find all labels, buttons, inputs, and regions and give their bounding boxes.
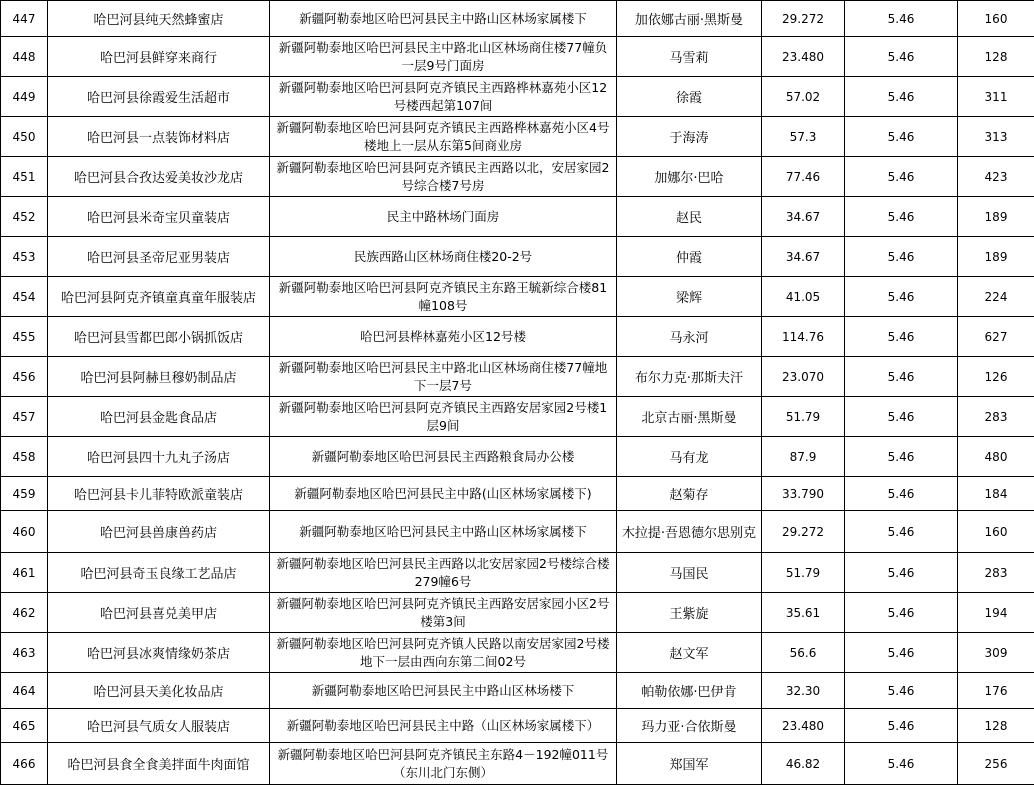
table-row (1, 77, 1034, 117)
amount-cell: 184 (958, 477, 1034, 511)
table-row (1, 709, 1034, 743)
owner-name-cell: 梁辉 (617, 277, 762, 317)
owner-name-cell: 木拉提·吾恩德尔思别克 (617, 511, 762, 553)
area-cell: 51.79 (762, 553, 845, 593)
owner-name-cell: 北京古丽·黑斯曼 (617, 397, 762, 437)
address-cell: 新疆阿勒泰地区哈巴河县阿克齐镇民主西路桦林嘉苑小区12号楼西起第107间 (270, 77, 617, 117)
rate-cell: 5.46 (845, 117, 958, 157)
table-row (1, 237, 1034, 277)
amount-cell: 126 (958, 357, 1034, 397)
shop-name-cell: 哈巴河县冰爽情缘奶茶店 (48, 633, 270, 673)
row-number-cell: 463 (1, 633, 48, 673)
table-row (1, 633, 1034, 673)
shop-name-cell: 哈巴河县阿赫旦穆奶制品店 (48, 357, 270, 397)
row-number-cell: 458 (1, 437, 48, 477)
row-number-cell: 450 (1, 117, 48, 157)
area-cell: 23.480 (762, 709, 845, 743)
table-row (1, 117, 1034, 157)
amount-cell: 189 (958, 197, 1034, 237)
amount-cell: 189 (958, 237, 1034, 277)
area-cell: 34.67 (762, 237, 845, 277)
table-row (1, 743, 1034, 785)
owner-name-cell: 布尔力克·那斯夫汗 (617, 357, 762, 397)
rate-cell: 5.46 (845, 673, 958, 709)
table-row (1, 277, 1034, 317)
row-number-cell: 455 (1, 317, 48, 357)
rate-cell: 5.46 (845, 317, 958, 357)
shop-name-cell: 哈巴河县纯天然蜂蜜店 (48, 1, 270, 37)
owner-name-cell: 赵民 (617, 197, 762, 237)
shop-name-cell: 哈巴河县徐霞爱生活超市 (48, 77, 270, 117)
owner-name-cell: 帕勒依娜·巴伊肯 (617, 673, 762, 709)
address-cell: 新疆阿勒泰地区哈巴河县民主中路山区林场家属楼下 (270, 511, 617, 553)
shop-name-cell: 哈巴河县合孜达爱美妆沙龙店 (48, 157, 270, 197)
owner-name-cell: 于海涛 (617, 117, 762, 157)
table-row (1, 157, 1034, 197)
address-cell: 新疆阿勒泰地区哈巴河县阿克齐镇民主西路安居家园小区2号楼第3间 (270, 593, 617, 633)
owner-name-cell: 徐霞 (617, 77, 762, 117)
rate-cell: 5.46 (845, 1, 958, 37)
address-cell: 新疆阿勒泰地区哈巴河县民主中路（山区林场家属楼下） (270, 709, 617, 743)
amount-cell: 160 (958, 511, 1034, 553)
owner-name-cell: 赵菊存 (617, 477, 762, 511)
owner-name-cell: 郑国军 (617, 743, 762, 785)
table-row (1, 197, 1034, 237)
amount-cell: 224 (958, 277, 1034, 317)
table-row (1, 477, 1034, 511)
row-number-cell: 459 (1, 477, 48, 511)
row-number-cell: 466 (1, 743, 48, 785)
shop-name-cell: 哈巴河县气质女人服装店 (48, 709, 270, 743)
rate-cell: 5.46 (845, 197, 958, 237)
row-number-cell: 457 (1, 397, 48, 437)
table-row (1, 437, 1034, 477)
address-cell: 新疆阿勒泰地区哈巴河县阿克齐镇民主西路安居家园2号楼1层9间 (270, 397, 617, 437)
address-cell: 新疆阿勒泰地区哈巴河县民主西路以北安居家园2号楼综合楼279幢6号 (270, 553, 617, 593)
shop-name-cell: 哈巴河县阿克齐镇童真童年服装店 (48, 277, 270, 317)
shop-name-cell: 哈巴河县四十九丸子汤店 (48, 437, 270, 477)
shop-name-cell: 哈巴河县天美化妆品店 (48, 673, 270, 709)
area-cell: 87.9 (762, 437, 845, 477)
rate-cell: 5.46 (845, 77, 958, 117)
amount-cell: 256 (958, 743, 1034, 785)
table-row (1, 511, 1034, 553)
area-cell: 56.6 (762, 633, 845, 673)
shop-name-cell: 哈巴河县米奇宝贝童装店 (48, 197, 270, 237)
rate-cell: 5.46 (845, 511, 958, 553)
row-number-cell: 451 (1, 157, 48, 197)
row-number-cell: 456 (1, 357, 48, 397)
table-row (1, 317, 1034, 357)
row-number-cell: 453 (1, 237, 48, 277)
shop-name-cell: 哈巴河县食全食美拌面牛肉面馆 (48, 743, 270, 785)
amount-cell: 311 (958, 77, 1034, 117)
owner-name-cell: 仲霞 (617, 237, 762, 277)
rate-cell: 5.46 (845, 37, 958, 77)
amount-cell: 176 (958, 673, 1034, 709)
row-number-cell: 464 (1, 673, 48, 709)
area-cell: 34.67 (762, 197, 845, 237)
address-cell: 新疆阿勒泰地区哈巴河县阿克齐镇民主西路桦林嘉苑小区4号楼地上一层从东第5间商业房 (270, 117, 617, 157)
area-cell: 23.480 (762, 37, 845, 77)
area-cell: 33.790 (762, 477, 845, 511)
owner-name-cell: 马有龙 (617, 437, 762, 477)
amount-cell: 160 (958, 1, 1034, 37)
area-cell: 114.76 (762, 317, 845, 357)
address-cell: 新疆阿勒泰地区哈巴河县民主中路山区林场家属楼下 (270, 1, 617, 37)
shop-name-cell: 哈巴河县一点装饰材料店 (48, 117, 270, 157)
rate-cell: 5.46 (845, 477, 958, 511)
rate-cell: 5.46 (845, 157, 958, 197)
table-row (1, 397, 1034, 437)
rate-cell: 5.46 (845, 633, 958, 673)
area-cell: 23.070 (762, 357, 845, 397)
amount-cell: 128 (958, 709, 1034, 743)
shop-name-cell: 哈巴河县兽康兽药店 (48, 511, 270, 553)
area-cell: 57.3 (762, 117, 845, 157)
amount-cell: 313 (958, 117, 1034, 157)
rate-cell: 5.46 (845, 357, 958, 397)
address-cell: 哈巴河县桦林嘉苑小区12号楼 (270, 317, 617, 357)
row-number-cell: 454 (1, 277, 48, 317)
row-number-cell: 461 (1, 553, 48, 593)
amount-cell: 627 (958, 317, 1034, 357)
owner-name-cell: 马国民 (617, 553, 762, 593)
amount-cell: 309 (958, 633, 1034, 673)
shop-name-cell: 哈巴河县金匙食品店 (48, 397, 270, 437)
address-cell: 新疆阿勒泰地区哈巴河县民主中路山区林场楼下 (270, 673, 617, 709)
address-cell: 新疆阿勒泰地区哈巴河县阿克齐镇民主东路王毓新综合楼81幢108号 (270, 277, 617, 317)
table-row (1, 593, 1034, 633)
rate-cell: 5.46 (845, 553, 958, 593)
row-number-cell: 449 (1, 77, 48, 117)
area-cell: 51.79 (762, 397, 845, 437)
owner-name-cell: 赵文军 (617, 633, 762, 673)
shop-name-cell: 哈巴河县喜兑美甲店 (48, 593, 270, 633)
table-row (1, 673, 1034, 709)
address-cell: 新疆阿勒泰地区哈巴河县民主西路粮食局办公楼 (270, 437, 617, 477)
owner-name-cell: 马永河 (617, 317, 762, 357)
address-cell: 新疆阿勒泰地区哈巴河县民主中路(山区林场家属楼下) (270, 477, 617, 511)
row-number-cell: 460 (1, 511, 48, 553)
shop-name-cell: 哈巴河县雪都巴郎小锅抓饭店 (48, 317, 270, 357)
area-cell: 46.82 (762, 743, 845, 785)
amount-cell: 480 (958, 437, 1034, 477)
row-number-cell: 447 (1, 1, 48, 37)
table-row (1, 1, 1034, 37)
area-cell: 29.272 (762, 511, 845, 553)
address-cell: 新疆阿勒泰地区哈巴河县阿克齐镇民主西路以北，安居家园2号综合楼7号房 (270, 157, 617, 197)
address-cell: 民族西路山区林场商住楼20-2号 (270, 237, 617, 277)
area-cell: 29.272 (762, 1, 845, 37)
address-cell: 新疆阿勒泰地区哈巴河县阿克齐镇人民路以南安居家园2号楼地下一层由西向东第二间02号 (270, 633, 617, 673)
shop-name-cell: 哈巴河县奇玉良缘工艺品店 (48, 553, 270, 593)
row-number-cell: 452 (1, 197, 48, 237)
row-number-cell: 448 (1, 37, 48, 77)
rate-cell: 5.46 (845, 709, 958, 743)
area-cell: 35.61 (762, 593, 845, 633)
address-cell: 新疆阿勒泰地区哈巴河县民主中路北山区林场商住楼77幢负一层9号门面房 (270, 37, 617, 77)
area-cell: 57.02 (762, 77, 845, 117)
area-cell: 77.46 (762, 157, 845, 197)
table-row (1, 553, 1034, 593)
table-row (1, 357, 1034, 397)
owner-name-cell: 加依娜古丽·黑斯曼 (617, 1, 762, 37)
amount-cell: 283 (958, 397, 1034, 437)
owner-name-cell: 玛力亚·合依斯曼 (617, 709, 762, 743)
rate-cell: 5.46 (845, 277, 958, 317)
row-number-cell: 462 (1, 593, 48, 633)
address-cell: 民主中路林场门面房 (270, 197, 617, 237)
table-row (1, 37, 1034, 77)
rate-cell: 5.46 (845, 593, 958, 633)
area-cell: 41.05 (762, 277, 845, 317)
amount-cell: 194 (958, 593, 1034, 633)
amount-cell: 423 (958, 157, 1034, 197)
amount-cell: 128 (958, 37, 1034, 77)
amount-cell: 283 (958, 553, 1034, 593)
address-cell: 新疆阿勒泰地区哈巴河县民主中路北山区林场商住楼77幢地下一层7号 (270, 357, 617, 397)
shop-name-cell: 哈巴河县卡儿菲特欧派童装店 (48, 477, 270, 511)
row-number-cell: 465 (1, 709, 48, 743)
rate-cell: 5.46 (845, 237, 958, 277)
owner-name-cell: 王紫旋 (617, 593, 762, 633)
rate-cell: 5.46 (845, 437, 958, 477)
shop-name-cell: 哈巴河县鲜穿来商行 (48, 37, 270, 77)
shop-name-cell: 哈巴河县圣帝尼亚男装店 (48, 237, 270, 277)
address-cell: 新疆阿勒泰地区哈巴河县阿克齐镇民主东路4－192幢011号（东川北门东侧） (270, 743, 617, 785)
table-body (1, 1, 1034, 785)
rate-cell: 5.46 (845, 743, 958, 785)
owner-name-cell: 马雪莉 (617, 37, 762, 77)
rate-cell: 5.46 (845, 397, 958, 437)
owner-name-cell: 加娜尔·巴哈 (617, 157, 762, 197)
area-cell: 32.30 (762, 673, 845, 709)
